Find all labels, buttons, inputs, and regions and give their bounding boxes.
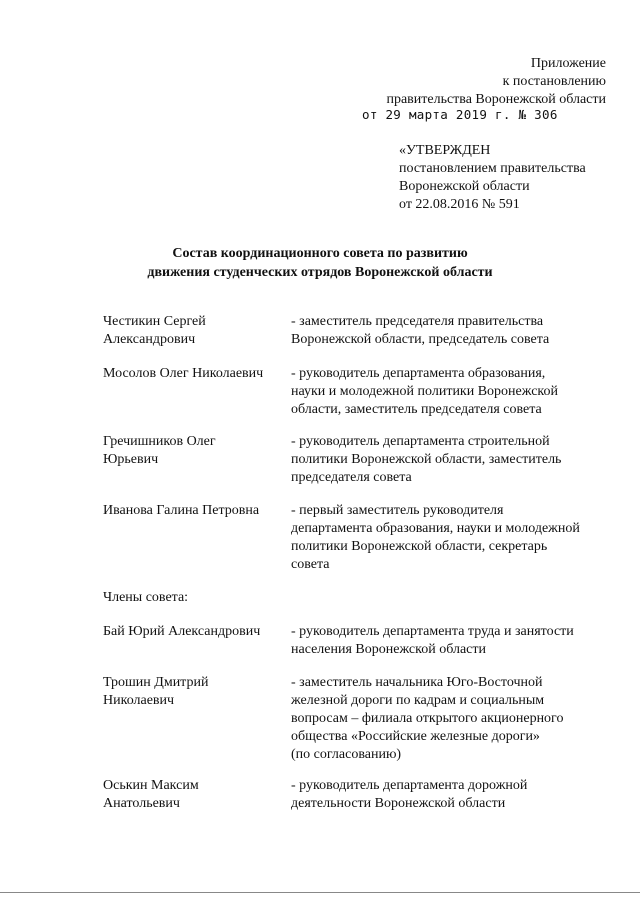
role-line: - заместитель начальника Юго-Восточной [291,675,543,690]
name-line: Оськин Максим [103,778,199,793]
approved-line: от 22.08.2016 № 591 [399,197,520,212]
role-line: - заместитель председателя правительства [291,314,544,329]
role-line: железной дороги по кадрам и социальным [291,693,545,708]
role-line: общества «Российские железные дороги» [291,729,540,744]
document-title [0,244,640,282]
role-line: области, заместитель председателя совета [291,402,542,417]
role-line: науки и молодежной политики Воронежской [291,384,558,399]
name-line: Иванова Галина Петровна [103,503,260,518]
member-name [103,365,283,383]
role-line: - первый заместитель руководителя [291,503,504,518]
appendix-line: правительства Воронежской области [386,92,606,107]
approved-block [399,142,586,214]
member-role [291,313,606,349]
role-line: департамента образования, науки и молодежной [291,521,580,536]
appendix-block [386,55,606,109]
name-line: Николаевич [103,693,175,708]
name-line: Анатольевич [103,796,180,811]
member-role [291,365,606,419]
role-line: - руководитель департамента труда и занятости [291,624,574,639]
role-line: политики Воронежской области, заместитель [291,452,562,467]
role-line: председателя совета [291,470,412,485]
name-line: Честикин Сергей [103,314,206,329]
approved-line: Воронежской области [399,179,530,194]
name-line: Александрович [103,332,196,347]
name-line: Мосолов Олег Николаевич [103,366,264,381]
role-line: политики Воронежской области, секретарь [291,539,548,554]
approved-line: постановлением правительства [399,161,586,176]
page-bottom-edge [0,892,640,893]
role-line: Воронежской области, председатель совета [291,332,550,347]
member-name [103,623,283,641]
name-line: Бай Юрий Александрович [103,624,261,639]
member-role [291,433,606,487]
role-line: совета [291,557,330,572]
member-name [103,313,283,349]
appendix-line: Приложение [530,56,606,71]
role-line: вопросам – филиала открытого акционерного [291,711,564,726]
approved-line: «УТВЕРЖДЕН [399,143,491,158]
member-role [291,623,606,659]
appendix-line: к постановлению [502,74,606,89]
title-line: Состав координационного совета по развитию [172,246,468,261]
members-heading: Члены совета: [103,590,189,605]
member-name [103,433,283,469]
role-line: (по согласованию) [291,747,402,762]
role-line: - руководитель департамента образования, [291,366,546,381]
name-line: Трошин Дмитрий [103,675,209,690]
member-name [103,777,283,813]
title-line: движения студенческих отрядов Воронежской области [147,265,493,280]
member-role [291,502,606,574]
name-line: Юрьевич [103,452,159,467]
role-line: деятельности Воронежской области [291,796,506,811]
role-line: населения Воронежской области [291,642,486,657]
role-line: - руководитель департамента дорожной [291,778,528,793]
member-name [103,502,283,520]
role-line: - руководитель департамента строительной [291,434,550,449]
member-role [291,777,606,813]
member-name [103,674,283,710]
decree-date-number: от 29 марта 2019 г. № 306 [362,107,558,122]
member-role [291,674,606,764]
name-line: Гречишников Олег [103,434,216,449]
